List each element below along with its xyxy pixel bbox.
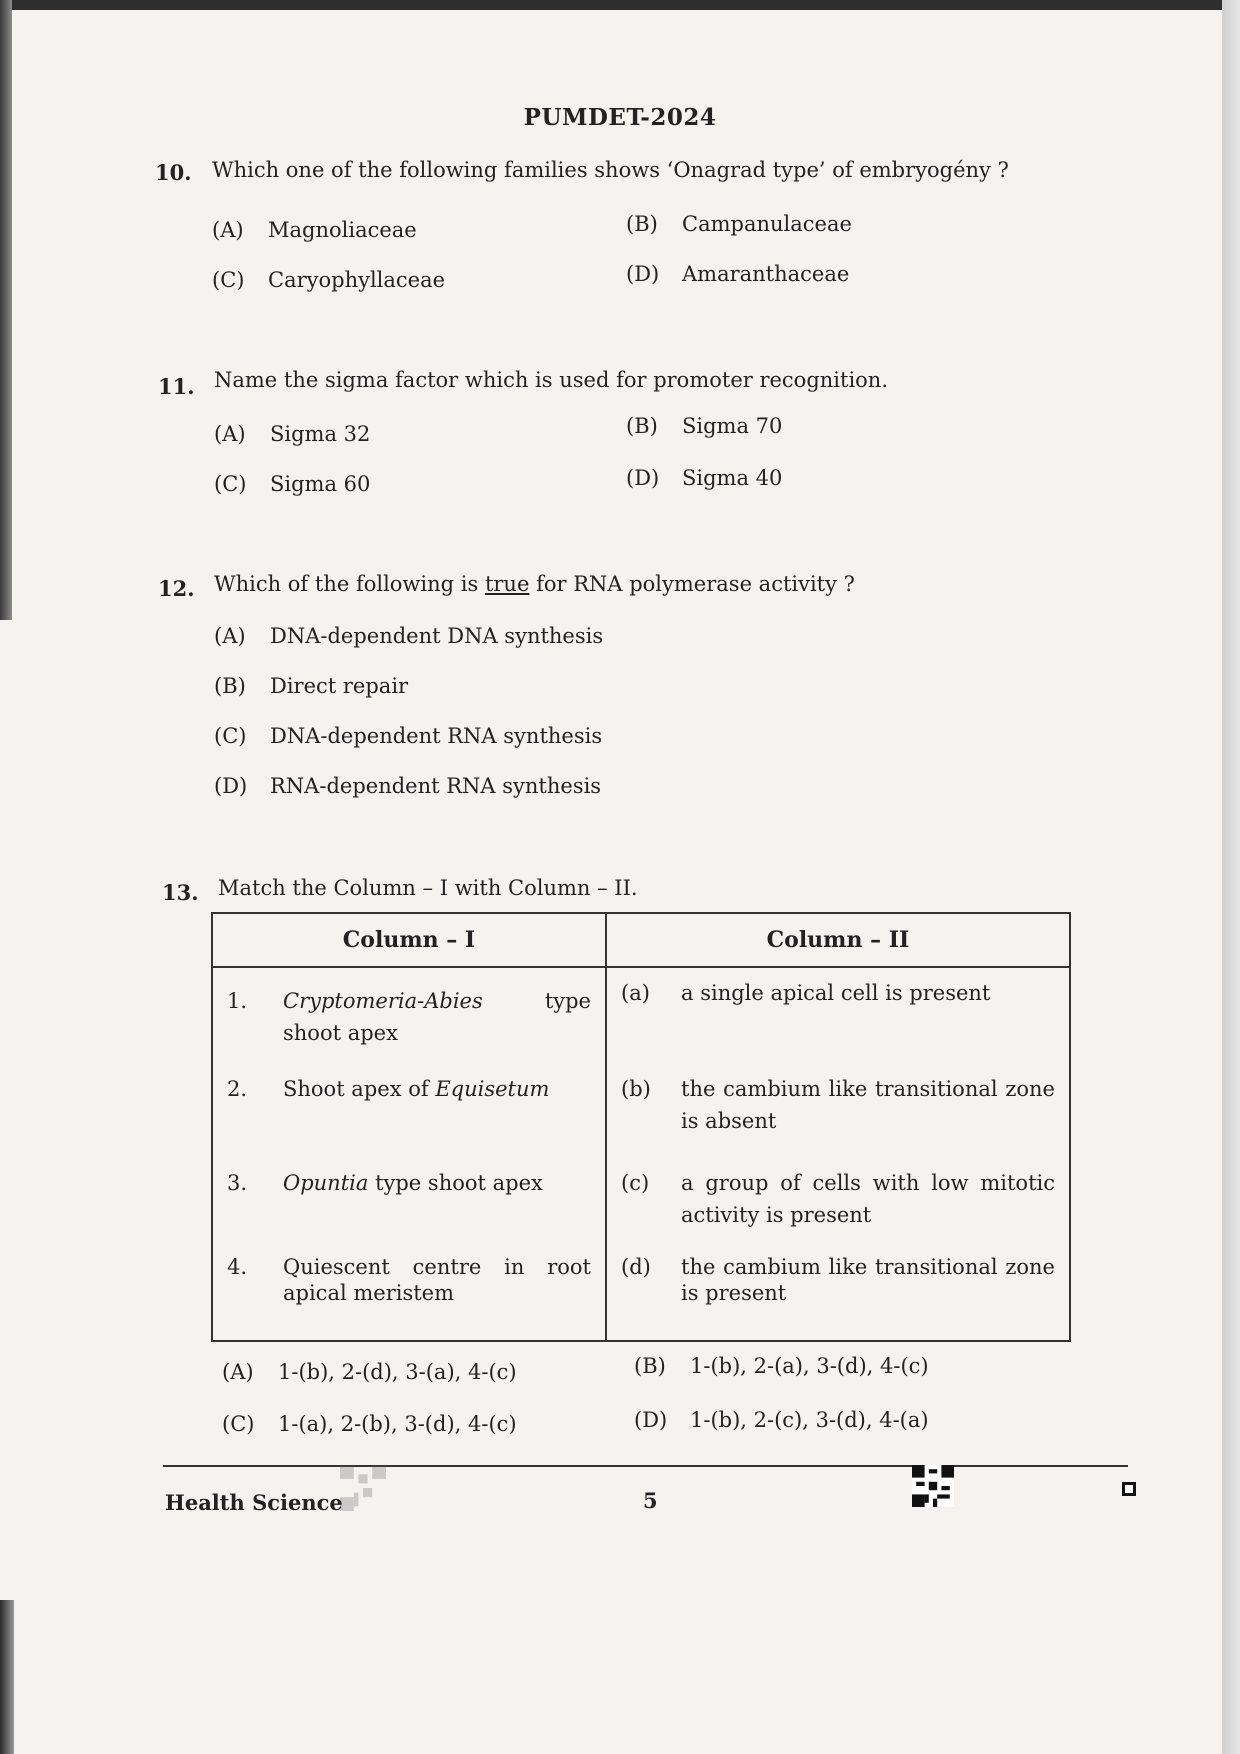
question-12-text-start: Which of the following is <box>214 572 485 596</box>
option-label: (C) <box>214 472 247 496</box>
question-12-text-end: for RNA polymerase activity ? <box>529 572 855 596</box>
option-label: (C) <box>222 1412 255 1436</box>
italic-term: Cryptomeria-Abies <box>283 989 483 1013</box>
scan-edge-left-lower <box>0 1600 14 1754</box>
option-text: Sigma 70 <box>682 414 783 438</box>
question-13-number: 13. <box>162 880 199 905</box>
option-text: DNA-dependent RNA synthesis <box>270 724 603 748</box>
question-10-option-d <box>626 262 849 286</box>
match-row-2 <box>212 1074 1070 1168</box>
row-code: (c) <box>621 1171 650 1195</box>
option-label: (D) <box>634 1408 668 1432</box>
row-number: 1. <box>227 989 248 1013</box>
match-row-4 <box>212 1254 1070 1341</box>
option-label: (D) <box>626 466 660 490</box>
row-number: 3. <box>227 1171 248 1195</box>
option-label: (C) <box>212 268 245 292</box>
column-2-text: a single apical cell is present <box>681 981 991 1005</box>
option-text: Sigma 32 <box>270 422 371 446</box>
row-code: (a) <box>621 981 650 1005</box>
question-10-option-b <box>626 212 852 236</box>
option-text: Amaranthaceae <box>682 262 850 286</box>
option-text: Magnoliaceae <box>268 218 417 242</box>
option-text: Sigma 60 <box>270 472 371 496</box>
scan-edge-top <box>0 0 1240 10</box>
text-plain: Shoot apex of <box>283 1077 436 1101</box>
question-12-option-b <box>214 674 408 698</box>
column-1-header: Column – I <box>212 913 606 967</box>
corner-square-icon <box>1122 1482 1136 1496</box>
column-2-text: the cambium like transitional zone is absent <box>681 1077 1055 1133</box>
option-text: 1-(b), 2-(d), 3-(a), 4-(c) <box>278 1360 517 1384</box>
question-13-option-b <box>634 1354 929 1378</box>
column-2-cell <box>606 967 1070 1074</box>
option-label: (B) <box>626 212 658 236</box>
match-row-1 <box>212 967 1070 1074</box>
option-label: (A) <box>222 1360 254 1384</box>
qr-code-icon <box>912 1465 954 1507</box>
question-12-number: 12. <box>158 576 195 601</box>
scan-edge-right <box>1222 0 1240 1754</box>
column-2-cell <box>606 1254 1070 1341</box>
match-table-header <box>212 913 1070 967</box>
option-text: Sigma 40 <box>682 466 783 490</box>
page-number: 5 <box>643 1488 658 1513</box>
option-text: 1-(b), 2-(c), 3-(d), 4-(a) <box>690 1408 929 1432</box>
question-12-underlined-word: true <box>484 572 530 596</box>
option-text: Campanulaceae <box>682 212 852 236</box>
match-table <box>211 912 1071 1342</box>
option-label: (A) <box>214 624 246 648</box>
footer-divider <box>163 1465 1128 1467</box>
question-11-option-d <box>626 466 782 490</box>
column-1-text <box>283 1168 543 1250</box>
option-label: (C) <box>214 724 247 748</box>
question-11-option-c <box>214 472 370 496</box>
question-10-number: 10. <box>155 160 192 185</box>
scan-edge-left <box>0 0 12 620</box>
option-label: (D) <box>214 774 248 798</box>
row-code: (b) <box>621 1077 651 1101</box>
option-label: (A) <box>212 218 244 242</box>
option-text: DNA-dependent DNA synthesis <box>270 624 604 648</box>
question-12-option-c <box>214 724 602 748</box>
text-rest: type shoot apex <box>368 1171 543 1195</box>
option-label: (B) <box>626 414 658 438</box>
question-11-number: 11. <box>158 374 195 399</box>
italic-term: Equisetum <box>435 1077 550 1101</box>
option-label: (B) <box>634 1354 666 1378</box>
column-1-cell <box>212 967 606 1074</box>
question-10-option-a <box>212 218 417 242</box>
text-rest: type shoot apex <box>283 989 591 1045</box>
question-12-text <box>214 572 855 596</box>
row-code: (d) <box>621 1255 651 1279</box>
column-2-text: a group of cells with low mitotic activity is present <box>681 1171 1055 1227</box>
column-1-text: Quiescent centre in root apical meristem <box>283 1255 591 1306</box>
option-label: (B) <box>214 674 246 698</box>
italic-term: Opuntia <box>283 1171 369 1195</box>
question-11-option-a <box>214 422 370 446</box>
match-row-3 <box>212 1168 1070 1254</box>
question-12-option-d <box>214 774 601 798</box>
option-label: (D) <box>626 262 660 286</box>
question-11-option-b <box>626 414 782 438</box>
column-2-cell <box>606 1168 1070 1254</box>
column-1-text <box>283 1074 549 1164</box>
column-1-cell <box>212 1168 606 1254</box>
exam-title: PUMDET-2024 <box>523 104 717 131</box>
column-1-text <box>283 986 591 1070</box>
question-10-text: Which one of the following families shows ‘Onagrad type’ of embryogény ? <box>212 158 1009 182</box>
column-2-text: the cambium like transitional zone is present <box>681 1255 1055 1306</box>
question-13-option-a <box>222 1360 517 1384</box>
column-1-cell <box>212 1074 606 1168</box>
qr-code-faint-icon <box>340 1465 386 1511</box>
question-11-text: Name the sigma factor which is used for promoter recognition. <box>214 368 889 392</box>
option-text: 1-(b), 2-(a), 3-(d), 4-(c) <box>690 1354 929 1378</box>
question-13-option-d <box>634 1408 929 1432</box>
question-12-option-a <box>214 624 603 648</box>
footer-subject: Health Science <box>165 1490 343 1515</box>
option-label: (A) <box>214 422 246 446</box>
option-text: RNA-dependent RNA synthesis <box>270 774 602 798</box>
column-2-cell <box>606 1074 1070 1168</box>
option-text: 1-(a), 2-(b), 3-(d), 4-(c) <box>278 1412 517 1436</box>
column-2-header: Column – II <box>606 913 1070 967</box>
question-10-option-c <box>212 268 445 292</box>
row-number: 4. <box>227 1255 248 1279</box>
option-text: Direct repair <box>270 674 409 698</box>
question-13-option-c <box>222 1412 517 1436</box>
question-13-text: Match the Column – I with Column – II. <box>218 876 638 900</box>
column-1-cell <box>212 1254 606 1341</box>
option-text: Caryophyllaceae <box>268 268 446 292</box>
row-number: 2. <box>227 1077 248 1101</box>
